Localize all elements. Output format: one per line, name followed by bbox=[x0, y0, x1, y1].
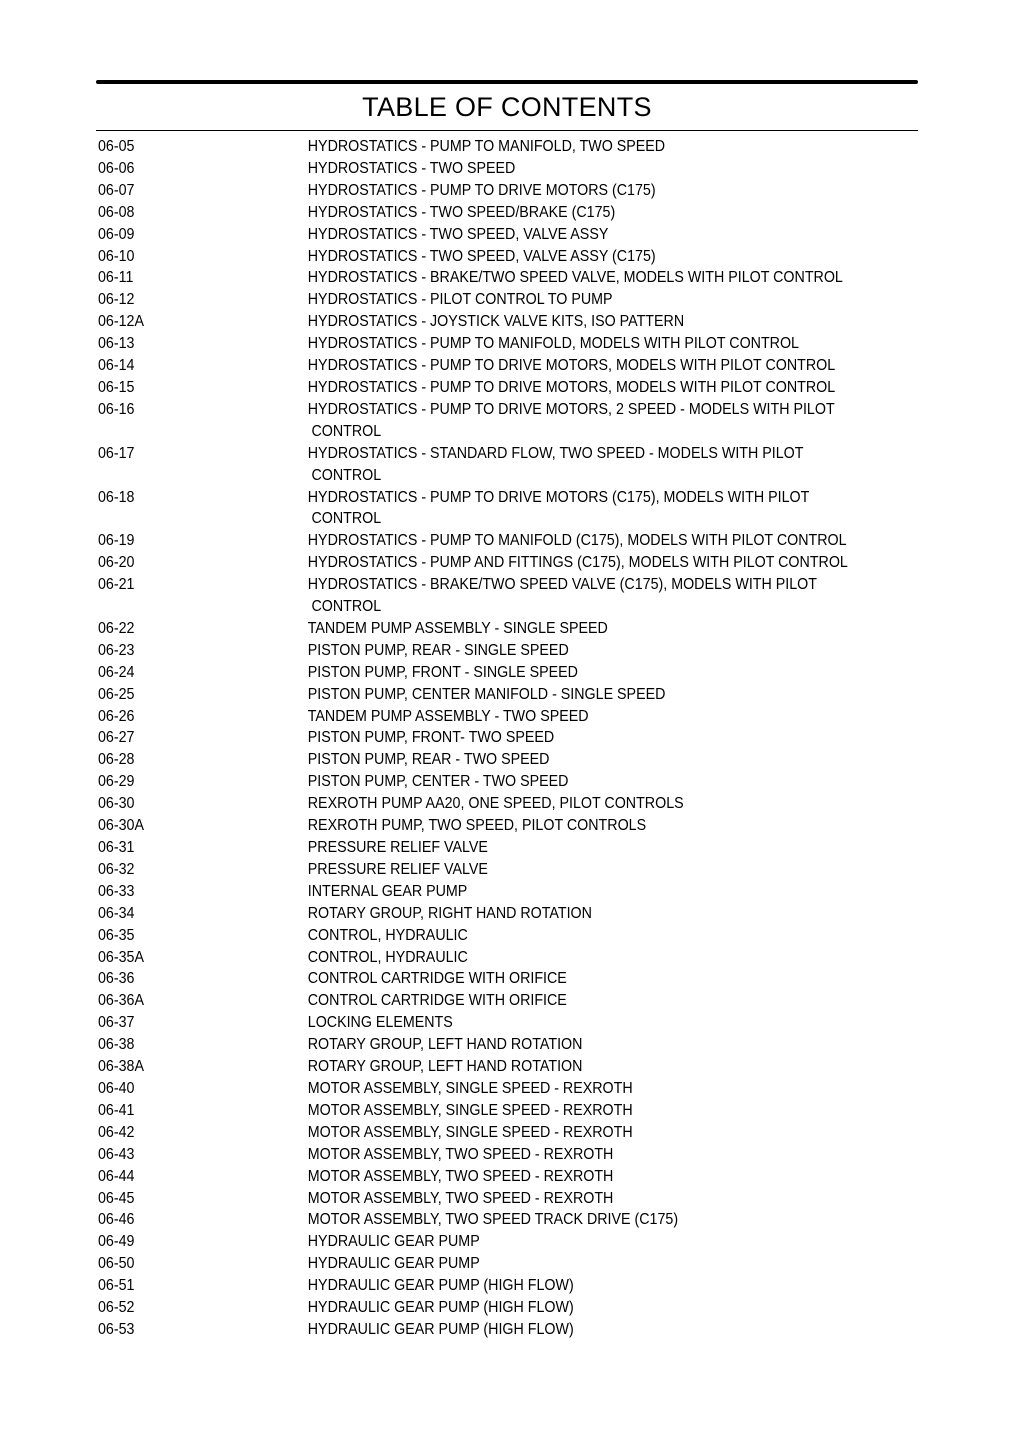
toc-entry-code: 06-12A bbox=[98, 313, 144, 331]
toc-entry-title-block bbox=[308, 815, 853, 837]
toc-entry-title: PISTON PUMP, REAR - TWO SPEED bbox=[307, 751, 550, 769]
toc-entry-code: 06-38 bbox=[98, 1036, 135, 1054]
toc-entry-code: 06-42 bbox=[98, 1123, 135, 1141]
toc-entry-title-continuation: CONTROL bbox=[311, 422, 382, 440]
toc-entry-code: 06-11 bbox=[98, 269, 134, 287]
toc-entry-code: 06-34 bbox=[98, 904, 135, 922]
toc-entry-code: 06-28 bbox=[98, 751, 135, 769]
toc-entry-title-block bbox=[308, 1209, 853, 1231]
toc-entry-code: 06-23 bbox=[98, 641, 135, 659]
toc-entry-title: HYDROSTATICS - PUMP TO DRIVE MOTORS (C175), MODELS WITH PILOT bbox=[307, 488, 810, 506]
toc-entry[interactable] bbox=[98, 1231, 852, 1253]
toc-entry-title-block bbox=[308, 487, 853, 531]
toc-entry[interactable] bbox=[98, 530, 852, 552]
toc-entry-title-block bbox=[308, 947, 853, 969]
title-divider bbox=[96, 130, 918, 131]
toc-entry-title-block bbox=[308, 618, 853, 640]
toc-entry-code: 06-12 bbox=[98, 291, 135, 309]
toc-entry-code: 06-52 bbox=[98, 1299, 135, 1317]
toc-entry-title-block bbox=[308, 399, 853, 443]
toc-entry-title-block bbox=[308, 530, 853, 552]
toc-entry[interactable] bbox=[98, 180, 852, 202]
toc-entry-title-block bbox=[308, 1122, 853, 1144]
toc-entry[interactable] bbox=[98, 1012, 852, 1034]
toc-entry-title-block bbox=[308, 289, 853, 311]
toc-entry-code: 06-37 bbox=[98, 1014, 135, 1032]
toc-entry-title-block bbox=[308, 990, 853, 1012]
toc-entry-title: PISTON PUMP, CENTER - TWO SPEED bbox=[307, 773, 569, 791]
toc-entry[interactable] bbox=[98, 947, 852, 969]
toc-entry-code: 06-45 bbox=[98, 1189, 135, 1207]
toc-entry-code: 06-43 bbox=[98, 1145, 135, 1163]
toc-entry-code: 06-35A bbox=[98, 948, 144, 966]
toc-entry-code: 06-13 bbox=[98, 335, 135, 353]
toc-entry-title-block bbox=[308, 180, 853, 202]
toc-entry[interactable] bbox=[98, 1166, 852, 1188]
toc-entry-title: CONTROL, HYDRAULIC bbox=[307, 948, 468, 966]
toc-entry-title: PRESSURE RELIEF VALVE bbox=[307, 860, 488, 878]
toc-entry-title-block bbox=[308, 1231, 853, 1253]
toc-entry-title: HYDROSTATICS - TWO SPEED, VALVE ASSY (C175) bbox=[307, 247, 656, 265]
toc-entry-title-block bbox=[308, 1056, 853, 1078]
toc-entry[interactable] bbox=[98, 662, 852, 684]
toc-entry[interactable] bbox=[98, 202, 852, 224]
toc-entry-title-block bbox=[308, 202, 853, 224]
toc-entry-title: HYDROSTATICS - PUMP AND FITTINGS (C175), MODELS WITH PILOT CONTROL bbox=[307, 554, 848, 572]
toc-entry[interactable] bbox=[98, 793, 852, 815]
toc-entry-title: PISTON PUMP, FRONT- TWO SPEED bbox=[307, 729, 555, 747]
toc-entry[interactable] bbox=[98, 355, 852, 377]
toc-entry-title-block bbox=[308, 968, 853, 990]
toc-entry-title: PISTON PUMP, REAR - SINGLE SPEED bbox=[307, 641, 569, 659]
toc-entry[interactable] bbox=[98, 925, 852, 947]
toc-entry[interactable] bbox=[98, 1144, 852, 1166]
toc-entry-title: HYDRAULIC GEAR PUMP (HIGH FLOW) bbox=[307, 1299, 574, 1317]
toc-entry-title: CONTROL CARTRIDGE WITH ORIFICE bbox=[307, 992, 567, 1010]
toc-entry-title: INTERNAL GEAR PUMP bbox=[307, 882, 468, 900]
toc-entry-code: 06-38A bbox=[98, 1058, 144, 1076]
toc-entry-title: HYDROSTATICS - PUMP TO MANIFOLD, TWO SPEED bbox=[307, 138, 666, 155]
toc-entry[interactable] bbox=[98, 771, 852, 793]
toc-entry[interactable] bbox=[98, 136, 852, 158]
toc-entry-code: 06-20 bbox=[98, 554, 135, 572]
toc-entry-title: PISTON PUMP, FRONT - SINGLE SPEED bbox=[307, 663, 578, 681]
toc-entry-title: HYDROSTATICS - TWO SPEED bbox=[307, 159, 516, 177]
toc-entry-title: ROTARY GROUP, RIGHT HAND ROTATION bbox=[307, 904, 592, 922]
toc-entry-title: HYDRAULIC GEAR PUMP (HIGH FLOW) bbox=[307, 1277, 574, 1295]
page-title: TABLE OF CONTENTS bbox=[362, 92, 652, 122]
toc-entry-title: REXROTH PUMP, TWO SPEED, PILOT CONTROLS bbox=[307, 817, 647, 835]
toc-entry-title-block bbox=[308, 640, 853, 662]
toc-entry[interactable] bbox=[98, 706, 852, 728]
toc-entry[interactable] bbox=[98, 903, 852, 925]
toc-entry-code: 06-40 bbox=[98, 1079, 135, 1097]
toc-entry-title: HYDROSTATICS - JOYSTICK VALVE KITS, ISO PATTERN bbox=[307, 313, 685, 331]
toc-entry-title-continuation: CONTROL bbox=[311, 510, 382, 528]
toc-entry-title: PISTON PUMP, CENTER MANIFOLD - SINGLE SPEED bbox=[307, 685, 666, 703]
toc-entry[interactable] bbox=[98, 815, 852, 837]
toc-entry-title-block bbox=[308, 158, 853, 180]
toc-list bbox=[98, 136, 918, 1341]
toc-entry-title-block bbox=[308, 574, 853, 618]
toc-entry[interactable] bbox=[98, 224, 852, 246]
toc-entry-title: CONTROL CARTRIDGE WITH ORIFICE bbox=[307, 970, 567, 988]
toc-entry-title: MOTOR ASSEMBLY, TWO SPEED TRACK DRIVE (C175) bbox=[307, 1211, 679, 1229]
toc-entry-title: HYDROSTATICS - STANDARD FLOW, TWO SPEED - MODELS WITH PILOT bbox=[307, 444, 804, 462]
toc-entry-title-block bbox=[308, 1188, 853, 1210]
toc-entry[interactable] bbox=[98, 377, 852, 399]
toc-entry-title-continuation: CONTROL bbox=[311, 598, 382, 616]
toc-entry[interactable] bbox=[98, 881, 852, 903]
toc-entry-code: 06-27 bbox=[98, 729, 135, 747]
toc-entry-code: 06-51 bbox=[98, 1277, 135, 1295]
toc-entry-title: LOCKING ELEMENTS bbox=[307, 1014, 453, 1032]
toc-entry-code: 06-53 bbox=[98, 1320, 135, 1338]
toc-entry-title-block bbox=[308, 771, 853, 793]
toc-entry-title-block bbox=[308, 1166, 853, 1188]
toc-entry-title-block bbox=[308, 443, 853, 487]
toc-entry-title-block bbox=[308, 224, 853, 246]
toc-entry-title-block bbox=[308, 684, 853, 706]
toc-entry-title: HYDROSTATICS - PILOT CONTROL TO PUMP bbox=[307, 291, 613, 309]
toc-entry-code: 06-49 bbox=[98, 1233, 135, 1251]
toc-entry-title: MOTOR ASSEMBLY, TWO SPEED - REXROTH bbox=[307, 1145, 614, 1163]
toc-entry-title: ROTARY GROUP, LEFT HAND ROTATION bbox=[307, 1036, 583, 1054]
toc-entry-code: 06-30A bbox=[98, 817, 144, 835]
toc-entry-code: 06-30 bbox=[98, 795, 135, 813]
toc-entry[interactable] bbox=[98, 311, 852, 333]
toc-entry[interactable] bbox=[98, 1275, 852, 1297]
toc-entry-title-block bbox=[308, 727, 853, 749]
toc-entry-title-block bbox=[308, 377, 853, 399]
toc-entry[interactable] bbox=[98, 487, 852, 531]
toc-entry-code: 06-36A bbox=[98, 992, 144, 1010]
toc-entry-title: HYDROSTATICS - TWO SPEED, VALVE ASSY bbox=[307, 225, 609, 243]
toc-entry[interactable] bbox=[98, 552, 852, 574]
toc-entry-code: 06-41 bbox=[98, 1101, 135, 1119]
toc-entry-title-block bbox=[308, 1319, 853, 1341]
toc-entry-title-block bbox=[308, 333, 853, 355]
toc-entry-title-block bbox=[308, 837, 853, 859]
toc-entry-title-block bbox=[308, 311, 853, 333]
toc-entry-title: MOTOR ASSEMBLY, SINGLE SPEED - REXROTH bbox=[307, 1101, 633, 1119]
toc-entry-title: CONTROL, HYDRAULIC bbox=[307, 926, 468, 944]
toc-entry-title: PRESSURE RELIEF VALVE bbox=[307, 839, 488, 856]
toc-entry[interactable] bbox=[98, 727, 852, 749]
toc-entry[interactable] bbox=[98, 1253, 852, 1275]
toc-entry-title: HYDROSTATICS - PUMP TO DRIVE MOTORS (C175) bbox=[307, 181, 656, 199]
toc-entry-title-block bbox=[308, 662, 853, 684]
toc-entry-title: MOTOR ASSEMBLY, SINGLE SPEED - REXROTH bbox=[307, 1079, 633, 1097]
toc-entry-title-block bbox=[308, 881, 853, 903]
toc-entry-title-block bbox=[308, 793, 853, 815]
toc-entry-title: MOTOR ASSEMBLY, TWO SPEED - REXROTH bbox=[307, 1189, 614, 1207]
toc-entry-code: 06-25 bbox=[98, 685, 135, 703]
toc-entry[interactable] bbox=[98, 333, 852, 355]
toc-entry-title: MOTOR ASSEMBLY, SINGLE SPEED - REXROTH bbox=[307, 1123, 633, 1141]
toc-entry-title-block bbox=[308, 1100, 853, 1122]
toc-entry-title-block bbox=[308, 1275, 853, 1297]
toc-entry-code: 06-08 bbox=[98, 203, 135, 221]
toc-entry-code: 06-17 bbox=[98, 444, 135, 462]
toc-entry[interactable] bbox=[98, 1319, 852, 1341]
toc-entry-code: 06-16 bbox=[98, 400, 135, 418]
toc-entry-code: 06-36 bbox=[98, 970, 135, 988]
toc-entry-title-continuation: CONTROL bbox=[311, 466, 382, 484]
toc-entry-title-block bbox=[308, 267, 853, 289]
toc-entry-title-block bbox=[308, 859, 853, 881]
toc-entry-code: 06-44 bbox=[98, 1167, 135, 1185]
toc-entry-title: TANDEM PUMP ASSEMBLY - SINGLE SPEED bbox=[307, 619, 608, 637]
toc-entry[interactable] bbox=[98, 749, 852, 771]
toc-entry-code: 06-07 bbox=[98, 181, 135, 199]
toc-entry-title-block bbox=[308, 706, 853, 728]
toc-entry[interactable] bbox=[98, 684, 852, 706]
toc-entry[interactable] bbox=[98, 968, 852, 990]
toc-entry-code: 06-06 bbox=[98, 159, 135, 177]
toc-entry-title: HYDRAULIC GEAR PUMP bbox=[307, 1255, 480, 1273]
toc-entry[interactable] bbox=[98, 289, 852, 311]
toc-entry-title-block bbox=[308, 1297, 853, 1319]
toc-entry[interactable] bbox=[98, 859, 852, 881]
toc-entry-title: MOTOR ASSEMBLY, TWO SPEED - REXROTH bbox=[307, 1167, 614, 1185]
toc-entry[interactable] bbox=[98, 1100, 852, 1122]
header-rule bbox=[96, 80, 918, 84]
toc-entry-code: 06-29 bbox=[98, 773, 135, 791]
toc-entry-title-block bbox=[308, 903, 853, 925]
toc-entry[interactable] bbox=[98, 1122, 852, 1144]
toc-entry-title-block bbox=[308, 136, 853, 158]
toc-entry-code: 06-15 bbox=[98, 378, 135, 396]
toc-entry-title: REXROTH PUMP AA20, ONE SPEED, PILOT CONTROLS bbox=[307, 795, 684, 813]
toc-entry-title: TANDEM PUMP ASSEMBLY - TWO SPEED bbox=[307, 707, 589, 725]
toc-entry-code: 06-31 bbox=[98, 839, 135, 856]
toc-entry-code: 06-05 bbox=[98, 138, 135, 155]
toc-entry-title: HYDROSTATICS - TWO SPEED/BRAKE (C175) bbox=[307, 203, 616, 221]
toc-entry[interactable] bbox=[98, 1034, 852, 1056]
toc-entry[interactable] bbox=[98, 990, 852, 1012]
toc-entry-title: HYDROSTATICS - BRAKE/TWO SPEED VALVE, MODELS WITH PILOT CONTROL bbox=[307, 269, 843, 287]
toc-entry-title-block bbox=[308, 552, 853, 574]
toc-entry-code: 06-14 bbox=[98, 357, 135, 375]
toc-entry-title-block bbox=[308, 1078, 853, 1100]
toc-entry[interactable] bbox=[98, 443, 852, 487]
toc-entry[interactable] bbox=[98, 837, 852, 859]
toc-entry-code: 06-22 bbox=[98, 619, 135, 637]
toc-entry[interactable] bbox=[98, 158, 852, 180]
toc-entry-code: 06-21 bbox=[98, 576, 135, 594]
toc-entry-title: HYDRAULIC GEAR PUMP bbox=[307, 1233, 480, 1251]
toc-entry[interactable] bbox=[98, 1188, 852, 1210]
toc-entry-title-block bbox=[308, 1144, 853, 1166]
toc-entry-code: 06-32 bbox=[98, 860, 135, 878]
toc-entry[interactable] bbox=[98, 640, 852, 662]
toc-entry-code: 06-26 bbox=[98, 707, 135, 725]
toc-entry-code: 06-09 bbox=[98, 225, 135, 243]
toc-entry-title-block bbox=[308, 1253, 853, 1275]
toc-entry-code: 06-33 bbox=[98, 882, 135, 900]
toc-entry-title: HYDRAULIC GEAR PUMP (HIGH FLOW) bbox=[307, 1320, 574, 1338]
toc-entry[interactable] bbox=[98, 574, 852, 618]
toc-entry[interactable] bbox=[98, 1078, 852, 1100]
toc-entry[interactable] bbox=[98, 618, 852, 640]
toc-entry[interactable] bbox=[98, 399, 852, 443]
toc-entry-title: HYDROSTATICS - BRAKE/TWO SPEED VALVE (C175), MODELS WITH PILOT bbox=[307, 576, 817, 594]
toc-entry-code: 06-46 bbox=[98, 1211, 135, 1229]
toc-entry-code: 06-10 bbox=[98, 247, 135, 265]
toc-entry[interactable] bbox=[98, 1297, 852, 1319]
toc-entry-title-block bbox=[308, 749, 853, 771]
toc-entry-title: HYDROSTATICS - PUMP TO MANIFOLD (C175), MODELS WITH PILOT CONTROL bbox=[307, 532, 847, 550]
toc-entry[interactable] bbox=[98, 1056, 852, 1078]
toc-entry-title: HYDROSTATICS - PUMP TO MANIFOLD, MODELS WITH PILOT CONTROL bbox=[307, 335, 799, 353]
toc-entry-title: ROTARY GROUP, LEFT HAND ROTATION bbox=[307, 1058, 583, 1076]
toc-entry[interactable] bbox=[98, 1209, 852, 1231]
toc-entry-code: 06-50 bbox=[98, 1255, 135, 1273]
toc-entry-title-block bbox=[308, 355, 853, 377]
toc-entry-title-block bbox=[308, 1012, 853, 1034]
toc-entry-code: 06-19 bbox=[98, 532, 135, 550]
toc-entry-title-block bbox=[308, 1034, 853, 1056]
toc-entry-code: 06-35 bbox=[98, 926, 135, 944]
toc-entry-title-block bbox=[308, 246, 853, 268]
toc-entry-title: HYDROSTATICS - PUMP TO DRIVE MOTORS, 2 SPEED - MODELS WITH PILOT bbox=[307, 400, 835, 418]
toc-entry-title: HYDROSTATICS - PUMP TO DRIVE MOTORS, MODELS WITH PILOT CONTROL bbox=[307, 357, 836, 375]
toc-entry-code: 06-24 bbox=[98, 663, 135, 681]
toc-entry[interactable] bbox=[98, 267, 852, 289]
toc-entry-title-block bbox=[308, 925, 853, 947]
toc-entry[interactable] bbox=[98, 246, 852, 268]
toc-entry-title: HYDROSTATICS - PUMP TO DRIVE MOTORS, MODELS WITH PILOT CONTROL bbox=[307, 378, 836, 396]
toc-entry-code: 06-18 bbox=[98, 488, 135, 506]
